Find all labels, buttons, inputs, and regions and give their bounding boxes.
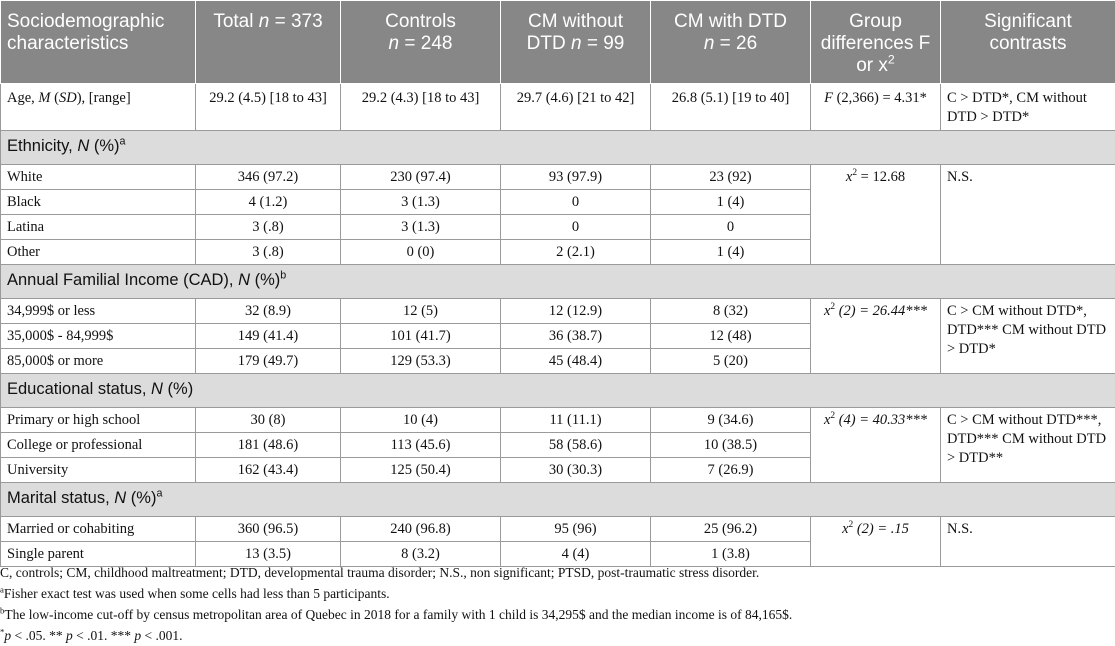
cell-controls: 129 (53.3): [341, 349, 501, 374]
cell-total: 360 (96.5): [196, 517, 341, 542]
marital-stat: $x^2$ (2) = .15: [811, 517, 941, 567]
cell-total: 179 (49.7): [196, 349, 341, 374]
header-significant-contrasts: Significant contrasts: [941, 1, 1115, 84]
row-label: Latina: [1, 215, 196, 240]
row-label: Black: [1, 190, 196, 215]
cell-cm-without: 58 (58.6): [501, 433, 651, 458]
header-characteristics: Sociodemographic characteristics: [1, 1, 196, 84]
age-stat: F (2,366) = 4.31*: [811, 84, 941, 131]
section-ethnicity: [1, 131, 1115, 165]
cell-cm-with: 0: [651, 215, 811, 240]
table-row: [1, 517, 1115, 542]
row-label: 85,000$ or more: [1, 349, 196, 374]
cell-controls: 230 (97.4): [341, 165, 501, 190]
marital-contrast: N.S.: [941, 517, 1115, 567]
cell-cm-without: 95 (96): [501, 517, 651, 542]
header-controls: Controls n = 248: [341, 1, 501, 84]
ethnicity-stat: $x^2 = 12.68$: [811, 165, 941, 265]
table-footnotes: [0, 562, 1115, 646]
cell-cm-with: 8 (32): [651, 299, 811, 324]
section-title: Annual Familial Income (CAD), N (%)$^b$: [1, 265, 1115, 299]
cell-controls: 240 (96.8): [341, 517, 501, 542]
cell-cm-with: 9 (34.6): [651, 408, 811, 433]
income-stat: $x^2$ (2) = 26.44***: [811, 299, 941, 374]
cell-controls: 10 (4): [341, 408, 501, 433]
cell-cm-with: 7 (26.9): [651, 458, 811, 483]
row-label: University: [1, 458, 196, 483]
row-label: White: [1, 165, 196, 190]
row-label: Married or cohabiting: [1, 517, 196, 542]
cell-controls: 125 (50.4): [341, 458, 501, 483]
section-title: Ethnicity, N (%)$^a$: [1, 131, 1115, 165]
cell-cm-with: 1 (4): [651, 240, 811, 265]
cell-cm-with: 12 (48): [651, 324, 811, 349]
cell-cm-without: 0: [501, 190, 651, 215]
header-cm-without-dtd: CM without DTD n = 99: [501, 1, 651, 84]
header-group-differences: Group differences F or $x^2$: [811, 1, 941, 84]
cell-total: 30 (8): [196, 408, 341, 433]
row-label: Single parent: [1, 542, 196, 567]
footnote-significance: *p < .05. ** p < .01. *** p < .001.: [0, 625, 1115, 646]
cell-cm-with: 1 (3.8): [651, 542, 811, 567]
ethnicity-contrast: N.S.: [941, 165, 1115, 265]
table-row: [1, 299, 1115, 324]
cell-total: 149 (41.4): [196, 324, 341, 349]
section-education: [1, 374, 1115, 408]
cell-cm-without: 2 (2.1): [501, 240, 651, 265]
table-row-age: [1, 84, 1115, 131]
age-total: 29.2 (4.5) [18 to 43]: [196, 84, 341, 131]
footnote-a: $^a$Fisher exact test was used when some cells had less than 5 participants.: [0, 583, 1115, 604]
cell-cm-with: 25 (96.2): [651, 517, 811, 542]
age-cm-with: 26.8 (5.1) [19 to 40]: [651, 84, 811, 131]
age-controls: 29.2 (4.3) [18 to 43]: [341, 84, 501, 131]
section-income: [1, 265, 1115, 299]
education-stat: $x^2$ (4) = 40.33***: [811, 408, 941, 483]
row-label: Primary or high school: [1, 408, 196, 433]
cell-total: 162 (43.4): [196, 458, 341, 483]
row-label: Other: [1, 240, 196, 265]
section-title: Marital status, N (%)$^a$: [1, 483, 1115, 517]
cell-cm-with: 10 (38.5): [651, 433, 811, 458]
cell-total: 181 (48.6): [196, 433, 341, 458]
cell-total: 32 (8.9): [196, 299, 341, 324]
footnote-abbreviations: C, controls; CM, childhood maltreatment; DTD, developmental trauma disorder; N.S., non significant; PTSD, post-traumatic stress disorder.: [0, 562, 1115, 583]
age-contrast: C > DTD*, CM without DTD > DTD*: [941, 84, 1115, 131]
income-contrast: C > CM without DTD*, DTD*** CM without DTD > DTD*: [941, 299, 1115, 374]
table-row: [1, 165, 1115, 190]
cell-controls: 101 (41.7): [341, 324, 501, 349]
cell-controls: 12 (5): [341, 299, 501, 324]
row-label: 34,999$ or less: [1, 299, 196, 324]
cell-controls: 113 (45.6): [341, 433, 501, 458]
cell-total: 13 (3.5): [196, 542, 341, 567]
cell-controls: 3 (1.3): [341, 190, 501, 215]
cell-controls: 8 (3.2): [341, 542, 501, 567]
cell-cm-with: 23 (92): [651, 165, 811, 190]
header-total: Total n = 373: [196, 1, 341, 84]
cell-controls: 3 (1.3): [341, 215, 501, 240]
row-label: 35,000$ - 84,999$: [1, 324, 196, 349]
cell-total: 3 (.8): [196, 240, 341, 265]
cell-cm-with: 1 (4): [651, 190, 811, 215]
row-label: College or professional: [1, 433, 196, 458]
cell-total: 3 (.8): [196, 215, 341, 240]
age-label: Age, M (SD), [range]: [1, 84, 196, 131]
cell-total: 346 (97.2): [196, 165, 341, 190]
cell-cm-with: 5 (20): [651, 349, 811, 374]
cell-cm-without: 0: [501, 215, 651, 240]
age-cm-without: 29.7 (4.6) [21 to 42]: [501, 84, 651, 131]
cell-cm-without: 45 (48.4): [501, 349, 651, 374]
cell-cm-without: 30 (30.3): [501, 458, 651, 483]
header-cm-with-dtd: CM with DTD n = 26: [651, 1, 811, 84]
cell-cm-without: 36 (38.7): [501, 324, 651, 349]
table-header-row: [1, 1, 1115, 84]
cell-cm-without: 4 (4): [501, 542, 651, 567]
section-title: Educational status, N (%): [1, 374, 1115, 408]
cell-controls: 0 (0): [341, 240, 501, 265]
footnote-b: $^b$The low-income cut-off by census metropolitan area of Quebec in 2018 for a family with 1 child is 34,295$ and the median income is of 84,165$.: [0, 604, 1115, 625]
education-contrast: C > CM without DTD***, DTD*** CM without DTD > DTD**: [941, 408, 1115, 483]
cell-cm-without: 11 (11.1): [501, 408, 651, 433]
cell-cm-without: 93 (97.9): [501, 165, 651, 190]
cell-cm-without: 12 (12.9): [501, 299, 651, 324]
table-row: [1, 408, 1115, 433]
section-marital: [1, 483, 1115, 517]
cell-total: 4 (1.2): [196, 190, 341, 215]
